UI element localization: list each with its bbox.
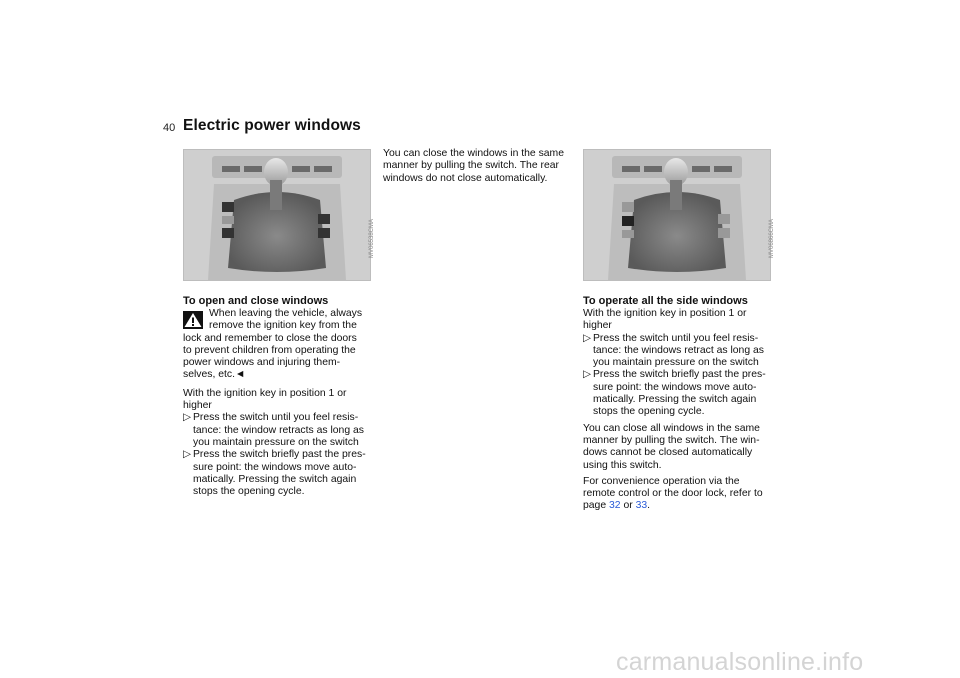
bullet-line: matically. Pressing the switch again [193,473,357,485]
warning-line: lock and remember to close the doors [183,332,357,344]
column-closing-note [383,148,578,185]
bullet-line: tance: the windows retract as long as [593,344,764,356]
page-title: Electric power windows [183,117,361,134]
intro-line: With the ignition key in position 1 or [583,308,747,319]
warning-line: to prevent children from operating the [183,344,356,356]
watermark: carmanualsonline.info [616,648,864,676]
bullet-item [583,333,778,370]
text-fragment: or [620,500,636,512]
bullet-line: you maintain pressure on the switch [193,436,359,448]
bullet-line: matically. Pressing the switch again [593,394,757,406]
text-line: dows cannot be closed automatically [583,447,753,459]
text-line: manner by pulling the switch. The win- [583,434,760,446]
warning-line: power windows and injuring them- [183,357,341,369]
intro-line: higher [583,320,612,332]
console-photo-right [583,149,771,281]
bullet-line: Press the switch briefly past the pres- [193,449,366,461]
section-heading: To operate all the side windows [583,295,748,307]
bullet-arrow-icon: ▷ [583,369,591,381]
warning-line: When leaving the vehicle, always [209,308,363,319]
bullet-line: you maintain pressure on the switch [593,357,759,369]
bullet-arrow-icon: ▷ [183,412,191,424]
section-heading: To open and close windows [183,295,329,307]
text-line: You can close the windows in the same [383,148,564,159]
page-link-33[interactable]: 33 [635,500,648,512]
text-line: using this switch. [583,459,662,471]
console-photo-left [183,149,371,281]
text-line: remote control or the door lock, refer to [583,488,763,500]
column-open-close [183,294,378,498]
bullet-line: Press the switch until you feel resis- [193,412,359,424]
warning-note [183,308,378,382]
bullet-line: Press the switch until you feel resis- [593,332,759,344]
figure-code: MV06866CMA [769,218,775,258]
figure-code: MV06538CMA [369,218,375,258]
bullet-line: sure point: the windows move auto- [593,381,757,393]
text-line: You can close all windows in the same [583,422,760,434]
intro-line: higher [183,400,212,412]
page-link-32[interactable]: 32 [609,500,621,512]
page-reference-line [583,500,778,512]
warning-line: remove the ignition key from the [209,320,357,332]
page-number: 40 [163,122,176,134]
text-line: manner by pulling the switch. The rear [383,160,559,172]
bullet-line: stops the opening cycle. [593,406,705,418]
text-line: windows do not close automatically. [383,172,548,184]
bullet-line: Press the switch briefly past the pres- [593,369,766,381]
text-line: For convenience operation via the [583,475,740,487]
warning-line: selves, etc.◄ [183,369,246,381]
bullet-item [183,412,378,449]
column-all-side-windows [583,294,778,513]
bullet-line: sure point: the windows move auto- [193,461,357,473]
bullet-line: tance: the window retracts as long as [193,424,364,436]
bullet-line: stops the opening cycle. [193,486,305,498]
warning-triangle-icon [183,311,203,329]
intro-line: With the ignition key in position 1 or [183,387,347,399]
bullet-arrow-icon: ▷ [583,332,591,344]
bullet-item [183,449,378,498]
text-fragment: . [647,500,651,512]
bullet-arrow-icon: ▷ [183,449,191,461]
bullet-item [583,369,778,418]
text-fragment: page [583,500,610,512]
